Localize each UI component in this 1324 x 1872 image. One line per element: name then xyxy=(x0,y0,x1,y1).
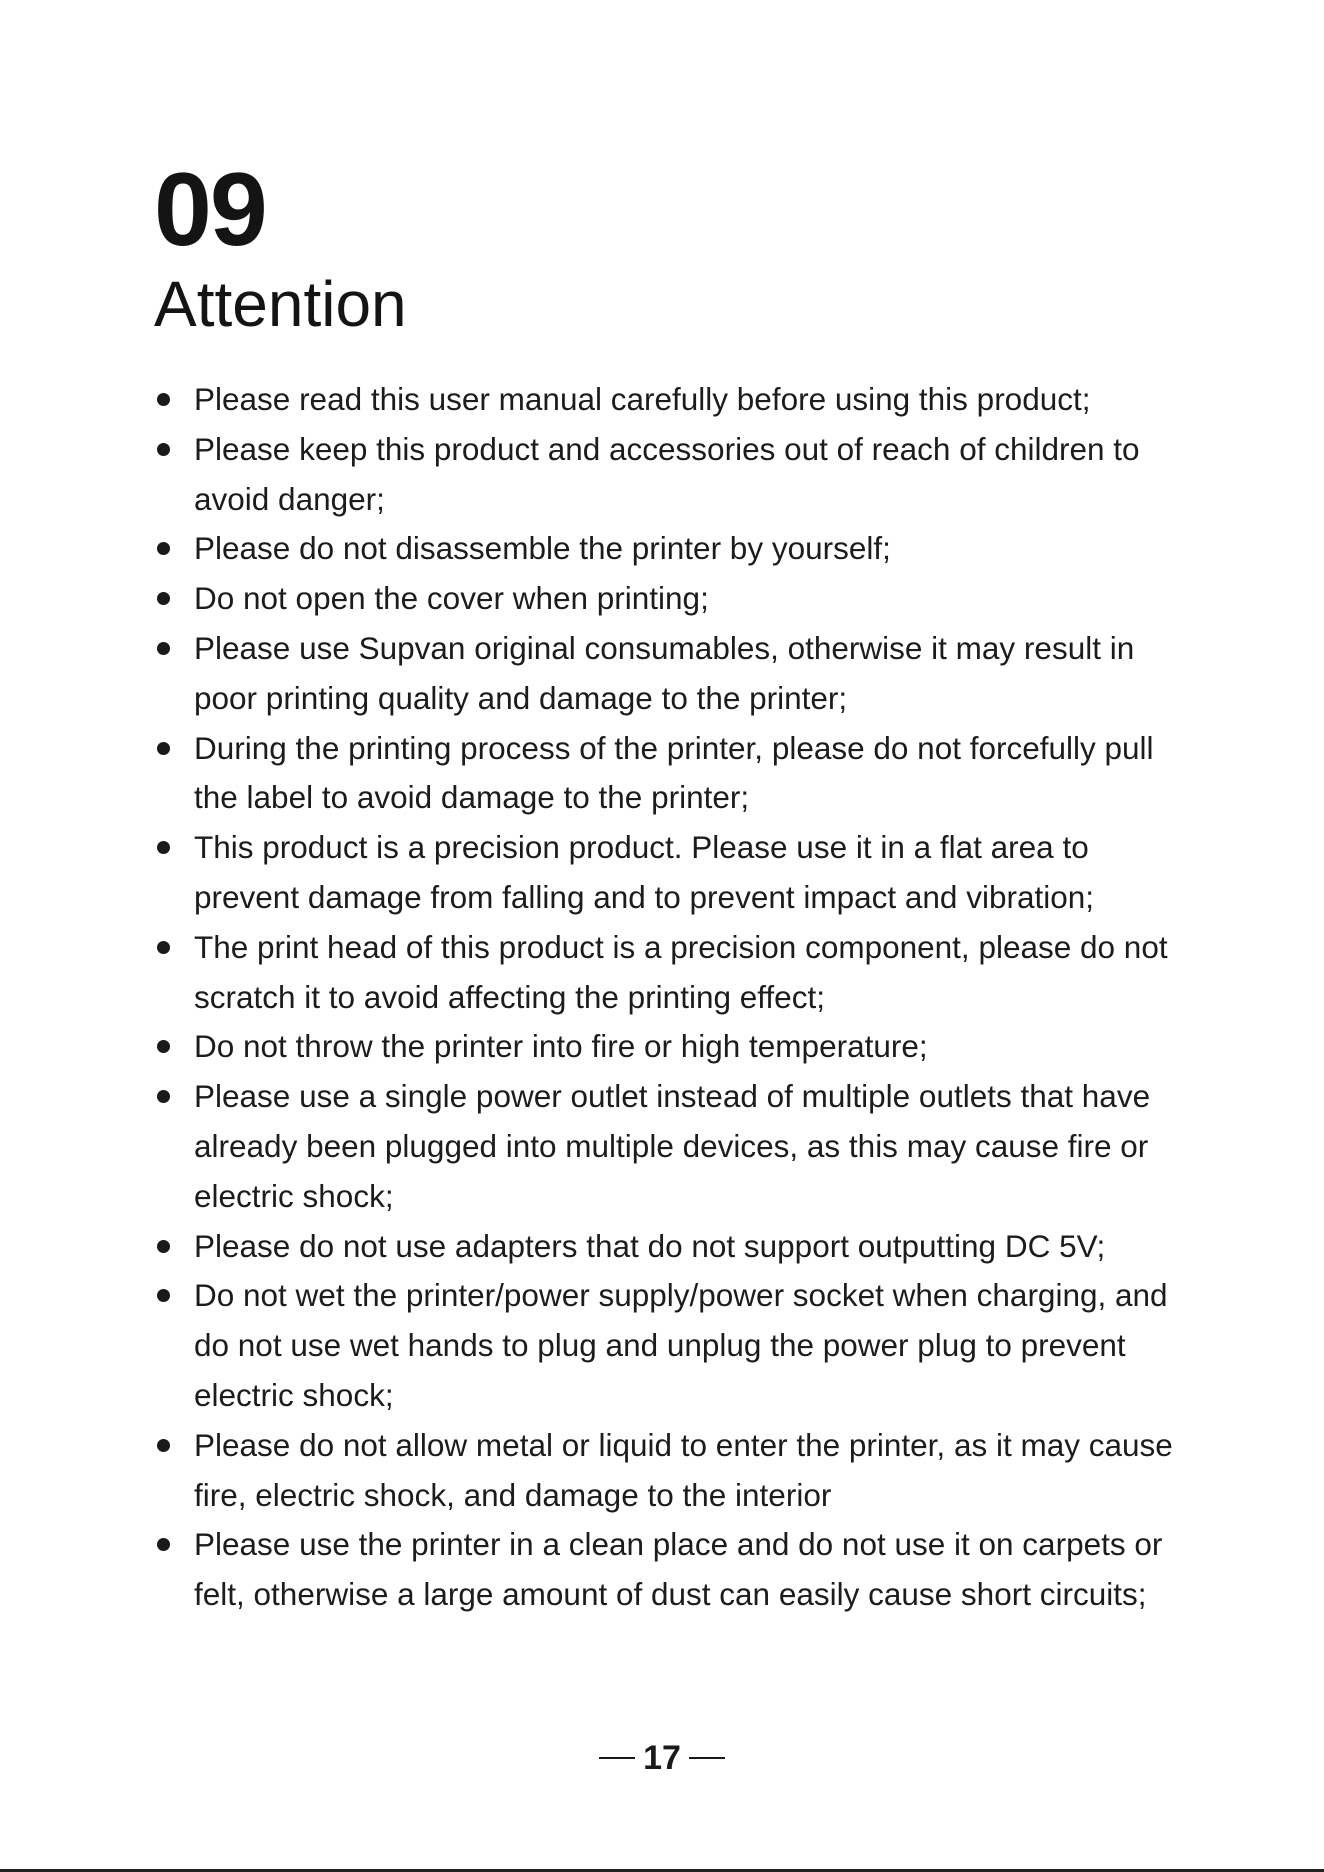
dash-left xyxy=(599,1757,635,1759)
list-item xyxy=(154,724,1194,824)
list-item xyxy=(154,823,1194,923)
list-item-text: Please read this user manual carefully before using this product; xyxy=(194,381,1091,417)
bullet-icon xyxy=(157,393,170,406)
list-item xyxy=(154,375,1194,425)
bullet-icon xyxy=(157,1538,170,1551)
bullet-icon xyxy=(157,1090,170,1103)
bullet-icon xyxy=(157,941,170,954)
bullet-icon xyxy=(157,542,170,555)
list-item-text: Do not open the cover when printing; xyxy=(194,580,709,617)
list-item xyxy=(154,425,1194,525)
section-title: Attention xyxy=(154,268,407,340)
list-item xyxy=(154,1271,1194,1420)
bullet-icon xyxy=(157,841,170,854)
list-item xyxy=(154,1072,1194,1221)
bullet-icon xyxy=(157,592,170,605)
list-item xyxy=(154,574,1194,624)
list-item xyxy=(154,1421,1194,1521)
bullet-icon xyxy=(157,1289,170,1302)
list-item-text: During the printing process of the printer, please do not forcefully pull the label to avoid damage to the printer; xyxy=(194,729,1154,816)
list-item-text: Please use a single power outlet instead of multiple outlets that have already been plugged into multiple devices, as this may cause fire or electric shock; xyxy=(194,1078,1151,1214)
bullet-icon xyxy=(157,443,170,456)
page-number-value: 17 xyxy=(643,1739,681,1778)
list-item xyxy=(154,923,1194,1023)
bullet-icon xyxy=(157,742,170,755)
list-item-text: Please keep this product and accessories out of reach of children to avoid danger; xyxy=(194,430,1140,517)
dash-right xyxy=(689,1757,725,1759)
list-item-text: The print head of this product is a precision component, please do not scratch it to avoid affecting the printing effect; xyxy=(194,928,1168,1015)
list-item-text: Please use the printer in a clean place and do not use it on carpets or felt, otherwise a large amount of dust can easily cause short circuits; xyxy=(194,1526,1163,1613)
list-item-text: Please use Supvan original consumables, otherwise it may result in poor printing quality and damage to the printer; xyxy=(194,629,1135,716)
list-item-text: Do not throw the printer into fire or high temperature; xyxy=(194,1028,928,1065)
list-item-text: Please do not disassemble the printer by yourself; xyxy=(194,530,891,567)
bullet-icon xyxy=(157,1240,170,1253)
bullet-icon xyxy=(157,642,170,655)
page-number xyxy=(0,1732,1324,1782)
section-number: 09 xyxy=(154,152,266,268)
list-item-text: Please do not use adapters that do not support outputting DC 5V; xyxy=(194,1227,1106,1264)
list-item xyxy=(154,524,1194,574)
list-item-text: Do not wet the printer/power supply/power socket when charging, and do not use wet hands to plug and unplug the power plug to prevent electric shock; xyxy=(194,1277,1168,1413)
list-item-text: This product is a precision product. Please use it in a flat area to prevent damage from falling and to prevent impact and vibration; xyxy=(194,829,1095,915)
bullet-icon xyxy=(157,1040,170,1053)
list-item xyxy=(154,624,1194,724)
list-item xyxy=(154,1022,1194,1072)
bullet-icon xyxy=(157,1439,170,1452)
list-item xyxy=(154,1520,1194,1620)
attention-list xyxy=(154,375,1194,1620)
list-item-text: Please do not allow metal or liquid to enter the printer, as it may cause fire, electric shock, and damage to the interior xyxy=(194,1426,1173,1513)
list-item xyxy=(154,1222,1194,1272)
